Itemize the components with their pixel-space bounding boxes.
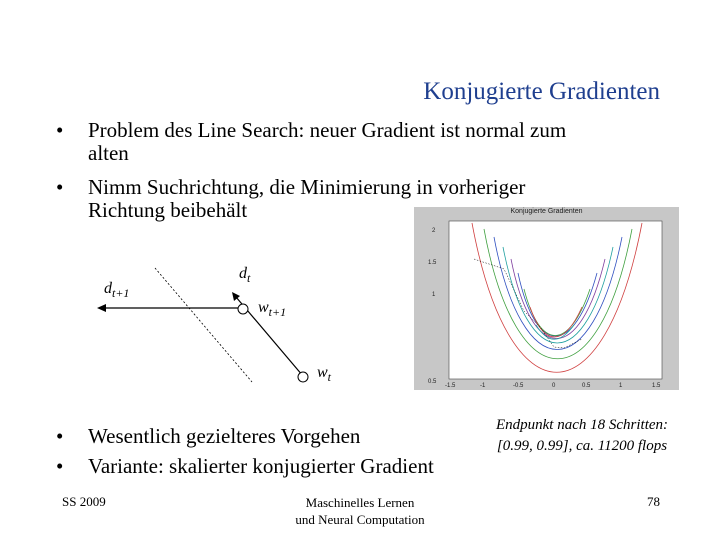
- slide-title: Konjugierte Gradienten: [423, 78, 660, 105]
- w-t-point: [298, 372, 308, 382]
- label-w-t: $w_t$: [317, 364, 332, 385]
- x-tick: 1.5: [652, 383, 661, 389]
- y-tick: 1.5: [428, 260, 437, 266]
- plot-area: [449, 221, 662, 379]
- caption-line: [0.99, 0.99], ca. 11200 flops: [496, 438, 668, 454]
- label-d-t: $d_t$: [239, 265, 251, 286]
- bullet-text-line: Problem des Line Search: neuer Gradient ist normal zum: [88, 118, 567, 142]
- d-t1-arrowhead: [97, 304, 106, 312]
- x-tick: 0.5: [582, 383, 591, 389]
- y-tick: 2: [432, 228, 436, 234]
- footer-course-line: Maschinelles Lernen: [305, 495, 415, 510]
- plot-caption: [466, 415, 698, 457]
- x-tick-labels: [445, 383, 661, 389]
- bullet-text-line: Richtung beibehält: [88, 198, 248, 222]
- caption-line: Endpunkt nach 18 Schritten:: [495, 417, 669, 433]
- x-tick: 1: [619, 383, 623, 389]
- label-w-t1: $w_{t+1}$: [258, 299, 287, 320]
- bullet-text-line: Variante: skalierter konjugierter Gradient: [88, 454, 434, 478]
- x-tick: -1: [480, 383, 486, 389]
- bullet-text-line: alten: [88, 141, 129, 165]
- bullet-targeted-approach: [56, 424, 361, 448]
- bullet-scaled-variant: [56, 454, 434, 478]
- y-tick: 1: [432, 292, 436, 298]
- footer-semester: SS 2009: [62, 494, 106, 509]
- bullet-text-line: Nimm Suchrichtung, die Minimierung in vorheriger: [88, 175, 526, 199]
- bullet-marker: •: [56, 118, 64, 142]
- tangent-dotted-line: [155, 268, 252, 382]
- x-tick: -0.5: [513, 383, 524, 389]
- bullet-text-line: Wesentlich gezielteres Vorgehen: [88, 424, 361, 448]
- footer-course-line: und Neural Computation: [295, 512, 425, 527]
- x-tick: -1.5: [445, 383, 456, 389]
- w-t1-point: [238, 304, 248, 314]
- label-d-t1: $d_{t+1}$: [104, 280, 130, 301]
- bullet-marker: •: [56, 454, 64, 478]
- contour-plot-image: [414, 207, 679, 390]
- contour-plot-canvas: [414, 207, 679, 390]
- bullet-marker: •: [56, 175, 64, 199]
- plot-title: Konjugierte Gradienten: [510, 208, 583, 215]
- bullet-marker: •: [56, 424, 64, 448]
- page-number: 78: [647, 494, 660, 509]
- y-tick: 0.5: [428, 379, 437, 385]
- footer-course: [260, 494, 460, 528]
- x-tick: 0: [552, 383, 556, 389]
- y-tick-labels: [428, 228, 437, 385]
